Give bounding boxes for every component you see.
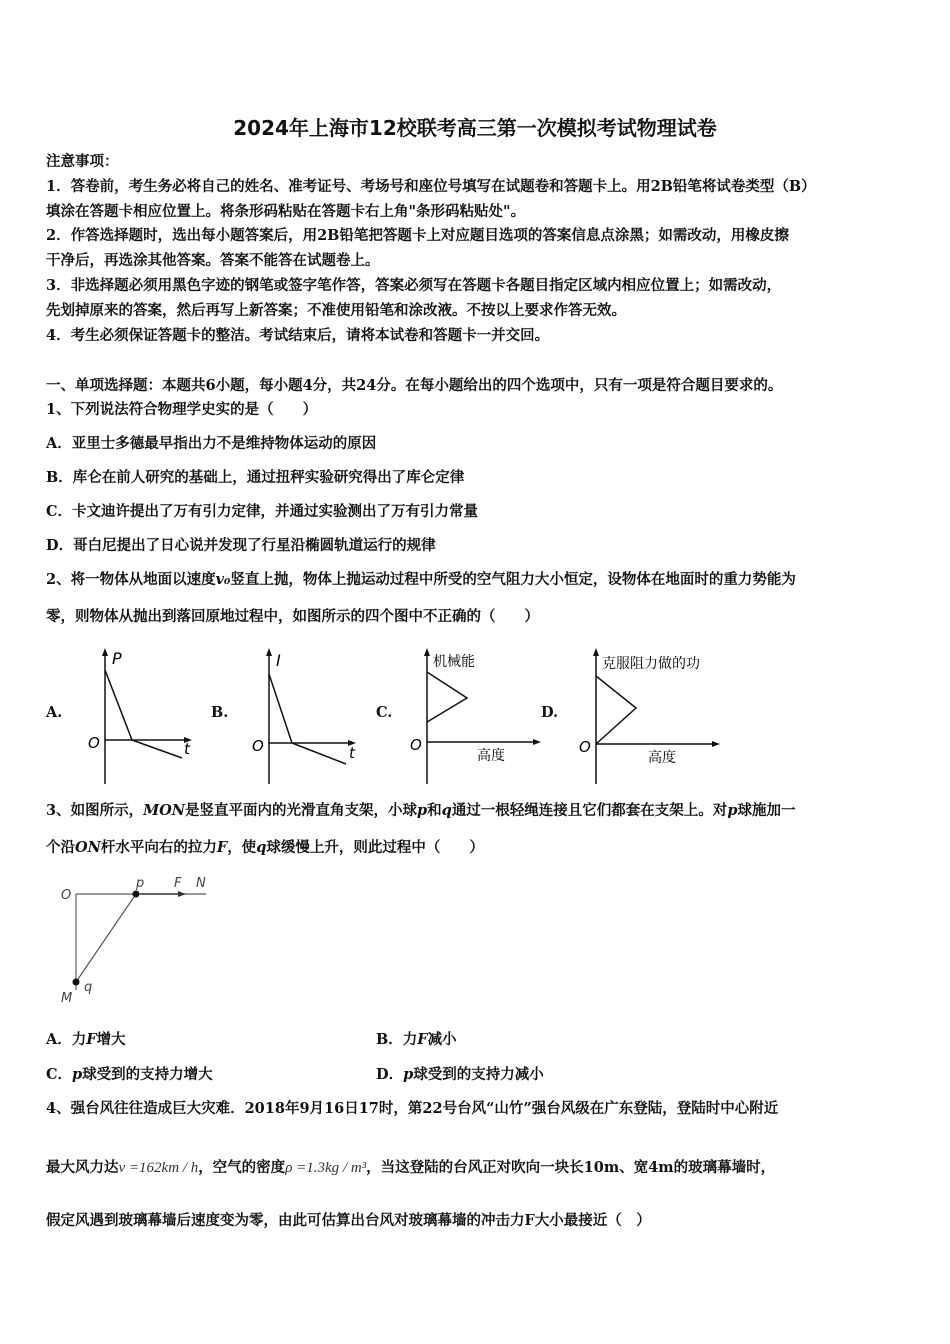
origin-label: O [252, 737, 264, 755]
q1-option-b: B．库仑在前人研究的基础上，通过扭秤实验研究得出了库仑定律 [46, 469, 465, 486]
q2-graph-d-label: D. [541, 704, 559, 721]
x-label: t [349, 744, 355, 762]
q1-option-c: C．卡文迪许提出了万有引力定律，并通过实验测出了万有引力常量 [46, 503, 479, 520]
q3-q: q [441, 802, 452, 819]
q3-opt-text: 减小 [427, 1031, 457, 1048]
ball-p [133, 891, 140, 898]
q3-p: p [403, 1066, 414, 1083]
notice-line: 先划掉原来的答案，然后再写上新答案；不准使用铅笔和涂改液。不按以上要求作答无效。 [46, 302, 626, 319]
q3-p: p [727, 802, 738, 819]
label-p: p [136, 876, 145, 891]
y-arrow-icon [593, 648, 599, 656]
notice-line: 填涂在答题卡相应位置上。将条形码粘贴在答题卡右上角"条形码粘贴处"。 [46, 203, 526, 220]
y-label: 克服阻力做的功 [602, 656, 700, 672]
notice-line: 4．考生必须保证答题卡的整洁。考试结束后，请将本试卷和答题卡一并交回。 [46, 327, 550, 344]
graph-curve [596, 676, 636, 744]
q4-text: ，当这登陆的台风正对吹向一块长10m、宽4m的玻璃幕墙时， [366, 1159, 776, 1176]
q3-option-c [46, 1065, 213, 1085]
rope [76, 894, 136, 982]
label-q: q [84, 980, 93, 995]
q3-q: q [256, 839, 267, 856]
q3-text: 3、如图所示， [46, 802, 144, 819]
ball-q [73, 979, 80, 986]
q3-opt-text: B．力 [376, 1031, 418, 1048]
q1-option-d: D．哥白尼提出了日心说并发现了行星沿椭圆轨道运行的规律 [46, 537, 436, 554]
q2-line2: 零，则物体从抛出到落回原地过程中，如图所示的四个图中不正确的（ ） [46, 608, 539, 625]
q3-mon: MON [143, 802, 186, 819]
q4-line3: 假定风遇到玻璃幕墙后速度变为零，由此可估算出台风对玻璃幕墙的冲击力F大小最接近（ ） [46, 1212, 651, 1229]
q3-text: 个沿 [46, 839, 75, 856]
q2-line1-pre: 2、将一物体从地面以速度 [46, 571, 216, 588]
q4-text: 最大风力达 [46, 1159, 119, 1176]
origin-label: O [410, 736, 422, 754]
label-f: F [174, 876, 182, 891]
graph-curve [105, 670, 182, 758]
q4-text: ，空气的密度 [198, 1159, 286, 1176]
q2-v0: v₀ [215, 571, 231, 588]
q4-rho-formula: ρ =1.3kg / m³ [285, 1160, 367, 1176]
label-o: O [61, 888, 72, 903]
notice-line: 2．作答选择题时，选出每小题答案后，用2B铅笔把答题卡上对应题目选项的答案信息点涂黑；如需改动，用橡皮擦 [46, 227, 789, 244]
q2-graph-c-label: C. [376, 704, 393, 721]
y-label: 机械能 [433, 654, 475, 670]
q3-p: p [417, 802, 428, 819]
q3-f: F [86, 1031, 97, 1048]
q3-opt-text: 球受到的支持力减小 [413, 1066, 544, 1083]
notice-heading: 注意事项： [46, 153, 119, 170]
y-label: I [276, 651, 281, 670]
q4-v-formula: v =162km / h [118, 1160, 199, 1176]
q2-graph-a [84, 646, 196, 788]
q3-opt-text: 球受到的支持力增大 [82, 1066, 213, 1083]
q4-line1: 4、强台风往往造成巨大灾难．2018年9月16日17时，第22号台风“山竹”强台风级在广东登陆，登陆时中心附近 [46, 1100, 779, 1117]
q3-text: 杆水平向右的拉力 [100, 839, 217, 856]
notice-line: 干净后，再选涂其他答案。答案不能答在试题卷上。 [46, 252, 380, 269]
q2-graph-c [405, 646, 545, 788]
q3-opt-text: 增大 [96, 1031, 126, 1048]
label-n: N [196, 876, 206, 891]
q3-text: 是竖直平面内的光滑直角支架，小球 [185, 802, 418, 819]
q3-f: F [216, 839, 228, 856]
y-arrow-icon [266, 648, 272, 656]
y-arrow-icon [424, 648, 430, 656]
q2-graph-a-label: A. [46, 704, 63, 721]
q3-option-a [46, 1030, 126, 1050]
q3-option-b [376, 1030, 457, 1050]
notice-line: 3．非选择题必须用黑色字迹的钢笔或签字笔作答，答案必须写在答题卡各题目指定区域内相应位置上；如需改动， [46, 277, 782, 294]
q3-text: 球施加一 [737, 802, 796, 819]
q3-line1 [46, 801, 795, 821]
q3-opt-text: D． [376, 1066, 404, 1083]
origin-label: O [579, 738, 591, 756]
origin-label: O [88, 734, 100, 752]
label-m: M [61, 991, 73, 1006]
q3-opt-text: C． [46, 1066, 73, 1083]
q4-line2 [46, 1158, 775, 1178]
graph-curve [269, 674, 346, 764]
q3-line2 [46, 838, 484, 858]
q3-figure [56, 872, 216, 1008]
q2-line1-post: 竖直上抛，物体上抛运动过程中所受的空气阻力大小恒定，设物体在地面时的重力势能为 [230, 571, 796, 588]
q1-option-a: A．亚里士多德最早指出力不是维持物体运动的原因 [46, 435, 377, 452]
force-arrow-icon [178, 891, 186, 897]
q3-option-d [376, 1065, 544, 1085]
x-arrow-icon [533, 739, 541, 745]
q3-f: F [417, 1031, 428, 1048]
x-label: 高度 [648, 750, 676, 766]
q2-graph-d [572, 646, 732, 788]
x-label: t [184, 740, 190, 758]
page-title: 2024年上海市12校联考高三第一次模拟考试物理试卷 [233, 116, 717, 140]
q3-text: 和 [427, 802, 442, 819]
graph-curve [427, 672, 467, 722]
q3-opt-text: A．力 [46, 1031, 87, 1048]
x-label: 高度 [477, 748, 505, 764]
q3-text: ，使 [227, 839, 257, 856]
q2-graph-b-label: B. [211, 704, 229, 721]
q3-text: 球缓慢上升，则此过程中（ ） [266, 839, 484, 856]
y-label: P [112, 649, 122, 668]
notice-line: 1．答卷前，考生务必将自己的姓名、准考证号、考场号和座位号填写在试题卷和答题卡上。用2B铅笔将试卷类型（B） [46, 178, 816, 195]
y-arrow-icon [102, 648, 108, 656]
q3-p: p [72, 1066, 83, 1083]
q1-stem: 1、下列说法符合物理学史实的是（ ） [46, 401, 318, 418]
q3-on: ON [75, 839, 101, 856]
q2-graph-b [248, 646, 360, 788]
q2-line1 [46, 570, 796, 590]
x-arrow-icon [712, 741, 720, 747]
section-heading: 一、单项选择题：本题共6小题，每小题4分，共24分。在每小题给出的四个选项中，只有一项是符合题目要求的。 [46, 377, 783, 394]
q3-text: 通过一根轻绳连接且它们都套在支架上。对 [451, 802, 728, 819]
